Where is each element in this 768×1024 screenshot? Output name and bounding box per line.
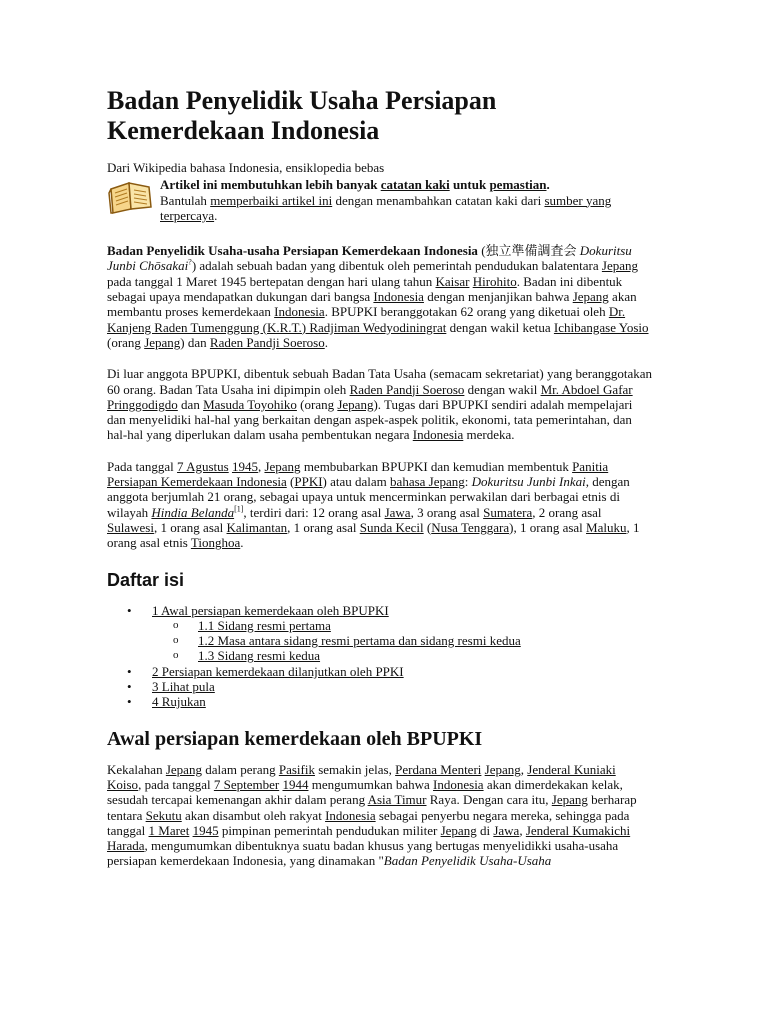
link-raden-pandji-soeroso[interactable]: Raden Pandji Soeroso bbox=[349, 381, 465, 397]
link-1945[interactable]: 1945 bbox=[192, 822, 219, 838]
link-jepang[interactable]: Jepang bbox=[264, 458, 301, 474]
link-kuniaki-koiso[interactable]: Jenderal Kuniaki Koiso bbox=[107, 761, 616, 792]
link-kalimantan[interactable]: Kalimantan bbox=[226, 519, 288, 535]
text: Pada tanggal bbox=[107, 458, 178, 474]
text: akan dimerdekakan kelak, sesudah tercapai kemenangan akhir dalam perang bbox=[107, 776, 623, 808]
link-indonesia[interactable]: Indonesia bbox=[412, 427, 464, 443]
link-bahasa-jepang[interactable]: bahasa Jepang bbox=[390, 474, 465, 490]
text: membubarkan BPUPKI dan kemudian membentuk bbox=[300, 458, 573, 474]
text: dengan wakil bbox=[464, 381, 541, 397]
text: , pada tanggal bbox=[138, 776, 214, 792]
link-memperbaiki-artikel[interactable]: memperbaiki artikel ini bbox=[210, 192, 333, 208]
notice-text-6: . bbox=[214, 207, 218, 223]
link-jepang[interactable]: Jepang bbox=[551, 792, 588, 808]
sub-bullet-icon: o bbox=[173, 649, 179, 662]
bullet-icon: • bbox=[127, 679, 132, 695]
paragraph-2 bbox=[107, 366, 653, 442]
link-jepang[interactable]: Jepang bbox=[484, 761, 521, 777]
text: ), 1 orang asal bbox=[509, 519, 587, 535]
link-perdana-menteri[interactable]: Perdana Menteri bbox=[395, 761, 482, 777]
toc-item bbox=[107, 618, 653, 633]
text: ). Tugas dari BPUPKI sendiri adalah mempelajari dan menyelidiki hal-hal yang berkaitan dengan aspek-aspek politik, ekonomi, tata pemerintahan, dan hal-hal yang diperlukan dalam usaha pembentukan negara bbox=[107, 396, 633, 443]
text: : bbox=[464, 474, 472, 490]
link-radjiman[interactable]: Dr. Kanjeng Raden Tumenggung (K.R.T.) Radjiman Wedyodiningrat bbox=[107, 304, 626, 335]
text: Di luar anggota BPUPKI, dibentuk sebuah Badan Tata Usaha (semacam sekretariat) yang beranggotakan 60 orang. Badan Tata Usaha ini dipimpin oleh bbox=[107, 366, 653, 397]
text: . BPUPKI beranggotakan 62 orang yang diketuai oleh bbox=[324, 304, 609, 320]
text: pada tanggal 1 Maret 1945 bertepatan dengan hari ulang tahun bbox=[107, 273, 436, 289]
link-1-maret[interactable]: 1 Maret bbox=[148, 822, 190, 838]
toc-item bbox=[107, 664, 653, 679]
toc-link[interactable]: 1.2 Masa antara sidang resmi pertama dan sidang resmi kedua bbox=[198, 633, 521, 649]
text: mengumumkan bahwa bbox=[308, 776, 434, 792]
toc-link[interactable]: 1.3 Sidang resmi kedua bbox=[198, 648, 321, 664]
text: ) adalah sebuah badan yang dibentuk oleh pemerintah pendudukan balatentara bbox=[191, 258, 602, 274]
text: pimpinan pemerintah pendudukan militer bbox=[218, 822, 441, 838]
link-jepang[interactable]: Jepang bbox=[144, 334, 181, 350]
paragraph-1 bbox=[107, 243, 653, 350]
book-icon bbox=[107, 179, 155, 215]
text: , terdiri dari: 12 orang asal bbox=[243, 504, 385, 520]
toc-item bbox=[107, 648, 653, 663]
link-asia-timur[interactable]: Asia Timur bbox=[367, 792, 427, 808]
link-hirohito[interactable]: Hirohito bbox=[472, 273, 517, 289]
link-sulawesi[interactable]: Sulawesi bbox=[107, 519, 154, 535]
help-mark[interactable]: ? bbox=[188, 258, 192, 268]
link-nusa-tenggara[interactable]: Nusa Tenggara bbox=[431, 519, 510, 535]
link-jawa[interactable]: Jawa bbox=[493, 822, 520, 838]
text: , bbox=[520, 761, 528, 777]
link-jepang[interactable]: Jepang bbox=[337, 396, 374, 412]
link-jawa[interactable]: Jawa bbox=[384, 504, 411, 520]
toc-link[interactable]: 1.1 Sidang resmi pertama bbox=[198, 617, 331, 633]
link-jepang[interactable]: Jepang bbox=[165, 761, 202, 777]
text: , dengan anggota berjumlah 21 orang, sebagai upaya untuk mencerminkan perwakilan dari berbagai etnis di wilayah bbox=[107, 474, 630, 520]
notice-text-1: Artikel ini membutuhkan lebih banyak bbox=[160, 177, 381, 193]
bullet-icon: • bbox=[127, 602, 132, 618]
text: . bbox=[240, 535, 244, 551]
notice-text-2: untuk bbox=[449, 177, 490, 193]
toc-link[interactable]: 2 Persiapan kemerdekaan dilanjutkan oleh PPKI bbox=[152, 663, 404, 679]
link-indonesia[interactable]: Indonesia bbox=[433, 776, 484, 792]
link-hindia-belanda[interactable] bbox=[151, 505, 234, 520]
link-pasifik[interactable]: Pasifik bbox=[278, 761, 315, 777]
subtitle: Dari Wikipedia bahasa Indonesia, ensiklopedia bebas bbox=[107, 160, 385, 175]
text: (orang bbox=[296, 396, 338, 412]
text: , bbox=[257, 458, 265, 474]
link-sekutu[interactable]: Sekutu bbox=[145, 807, 182, 823]
spacer bbox=[107, 350, 653, 366]
link-ppki-full[interactable]: Panitia Persiapan Kemerdekaan Indonesia bbox=[107, 458, 609, 490]
link-indonesia[interactable]: Indonesia bbox=[325, 807, 376, 823]
text: , 1 orang asal bbox=[153, 519, 227, 535]
sub-bullet-icon: o bbox=[173, 618, 179, 631]
link-ppki[interactable]: PPKI bbox=[294, 474, 323, 490]
text: (独立準備調査会 bbox=[477, 243, 580, 259]
text: . bbox=[324, 334, 328, 350]
notice-text-3: . bbox=[546, 177, 550, 193]
text: semakin jelas, bbox=[314, 761, 396, 777]
text: (orang bbox=[107, 334, 145, 350]
toc-link[interactable]: 1 Awal persiapan kemerdekaan oleh BPUPKI bbox=[152, 602, 389, 618]
text: , 2 orang asal bbox=[532, 504, 602, 520]
table-of-contents bbox=[107, 603, 653, 710]
text: , mengumumkan dibentuknya suatu badan khusus yang bertugas menyelidikki usaha-usaha persiapan kemerdekaan Indonesia, yang dinamakan " bbox=[107, 838, 619, 869]
italic-term: Dokuritsu Junbi Inkai bbox=[471, 474, 586, 490]
link-1944[interactable]: 1944 bbox=[282, 776, 309, 792]
toc-link[interactable]: 3 Lihat pula bbox=[152, 679, 215, 695]
text: ) atau dalam bbox=[322, 474, 391, 490]
page-title: Badan Penyelidik Usaha Persiapan Kemerdekaan Indonesia bbox=[107, 86, 497, 145]
link-sunda-kecil[interactable]: Sunda Kecil bbox=[359, 519, 424, 535]
article-content bbox=[107, 86, 653, 869]
link-sumatera[interactable]: Sumatera bbox=[483, 504, 533, 520]
text: sebagai penyerbu negara mereka, sehingga pada tanggal bbox=[107, 807, 630, 838]
link-masuda-toyohiko[interactable]: Masuda Toyohiko bbox=[203, 396, 297, 412]
text: . Badan ini dibentuk sebagai upaya mendapatkan dukungan dari bangsa bbox=[107, 273, 623, 305]
link-abdoel-gafar[interactable]: Mr. Abdoel Gafar Pringgodigdo bbox=[107, 381, 633, 412]
bold-term: Badan Penyelidik Usaha-usaha Persiapan Kemerdekaan Indonesia bbox=[107, 243, 478, 259]
text: Raya. Dengan cara itu, bbox=[426, 792, 552, 808]
link-7-september[interactable]: 7 September bbox=[213, 776, 280, 792]
text: ( bbox=[286, 474, 295, 490]
link-indonesia[interactable]: Indonesia bbox=[373, 289, 424, 305]
link-jepang[interactable]: Jepang bbox=[572, 289, 609, 305]
link-ichibangase-yosio[interactable]: Ichibangase Yosio bbox=[553, 319, 649, 335]
text: dalam perang bbox=[201, 761, 279, 777]
toc-heading: Daftar isi bbox=[107, 569, 185, 590]
footnote-ref[interactable]: [1] bbox=[234, 504, 244, 514]
text: akan membantu proses kemerdekaan bbox=[107, 289, 637, 320]
text: , 1 orang asal etnis bbox=[107, 519, 640, 551]
text: , 1 orang asal bbox=[287, 519, 360, 535]
toc-item bbox=[107, 603, 653, 618]
text: di bbox=[476, 822, 494, 838]
notice-text-5: dengan menambahkan catatan kaki dari bbox=[332, 192, 545, 208]
text: dan bbox=[177, 396, 204, 412]
text: akan disambut oleh rakyat bbox=[181, 807, 326, 823]
text: ( bbox=[423, 519, 432, 535]
link-kumakichi-harada[interactable]: Jenderal Kumakichi Harada bbox=[107, 822, 631, 854]
toc-item bbox=[107, 694, 653, 709]
text: dengan menjanjikan bahwa bbox=[423, 289, 573, 305]
link-tionghoa[interactable]: Tionghoa bbox=[190, 535, 241, 551]
notice-box bbox=[107, 177, 653, 223]
paragraph-3 bbox=[107, 459, 653, 551]
link-maluku[interactable]: Maluku bbox=[586, 519, 627, 535]
text: dengan wakil ketua bbox=[446, 319, 554, 335]
italic-term: Dokuritsu Junbi Chōsakai bbox=[107, 243, 632, 274]
text: ) dan bbox=[180, 334, 210, 350]
link-jepang[interactable]: Jepang bbox=[440, 822, 477, 838]
link-7-agustus[interactable]: 7 Agustus bbox=[177, 458, 229, 474]
text: berharap tentara bbox=[107, 792, 637, 823]
link-hindia-belanda-text: Hindia Belanda bbox=[151, 504, 235, 520]
link-jepang[interactable]: Jepang bbox=[601, 258, 638, 274]
link-1945[interactable]: 1945 bbox=[231, 458, 258, 474]
notice-text bbox=[160, 177, 653, 223]
bullet-icon: • bbox=[127, 694, 132, 710]
link-catatan-kaki[interactable]: catatan kaki bbox=[380, 177, 450, 193]
text: , bbox=[519, 822, 526, 838]
toc-link[interactable]: 4 Rujukan bbox=[152, 694, 206, 710]
text: merdeka. bbox=[463, 427, 515, 443]
link-indonesia[interactable]: Indonesia bbox=[274, 304, 325, 320]
toc-item bbox=[107, 633, 653, 648]
link-raden-pandji-soeroso[interactable]: Raden Pandji Soeroso bbox=[209, 334, 325, 350]
section-heading: Awal persiapan kemerdekaan oleh BPUPKI bbox=[107, 727, 483, 750]
italic-term: Badan Penyelidik Usaha-Usaha bbox=[383, 853, 552, 869]
link-pemastian[interactable]: pemastian bbox=[489, 177, 547, 193]
text: , 3 orang asal bbox=[410, 504, 484, 520]
link-sumber-terpercaya[interactable]: sumber yang terpercaya bbox=[160, 192, 612, 223]
link-kaisar[interactable]: Kaisar bbox=[435, 273, 470, 289]
notice-text-4: Bantulah bbox=[160, 192, 211, 208]
toc-item bbox=[107, 679, 653, 694]
spacer bbox=[107, 443, 653, 459]
sub-bullet-icon: o bbox=[173, 634, 179, 647]
bullet-icon: • bbox=[127, 663, 132, 679]
text: Kekalahan bbox=[107, 761, 166, 777]
section-paragraph bbox=[107, 762, 653, 869]
